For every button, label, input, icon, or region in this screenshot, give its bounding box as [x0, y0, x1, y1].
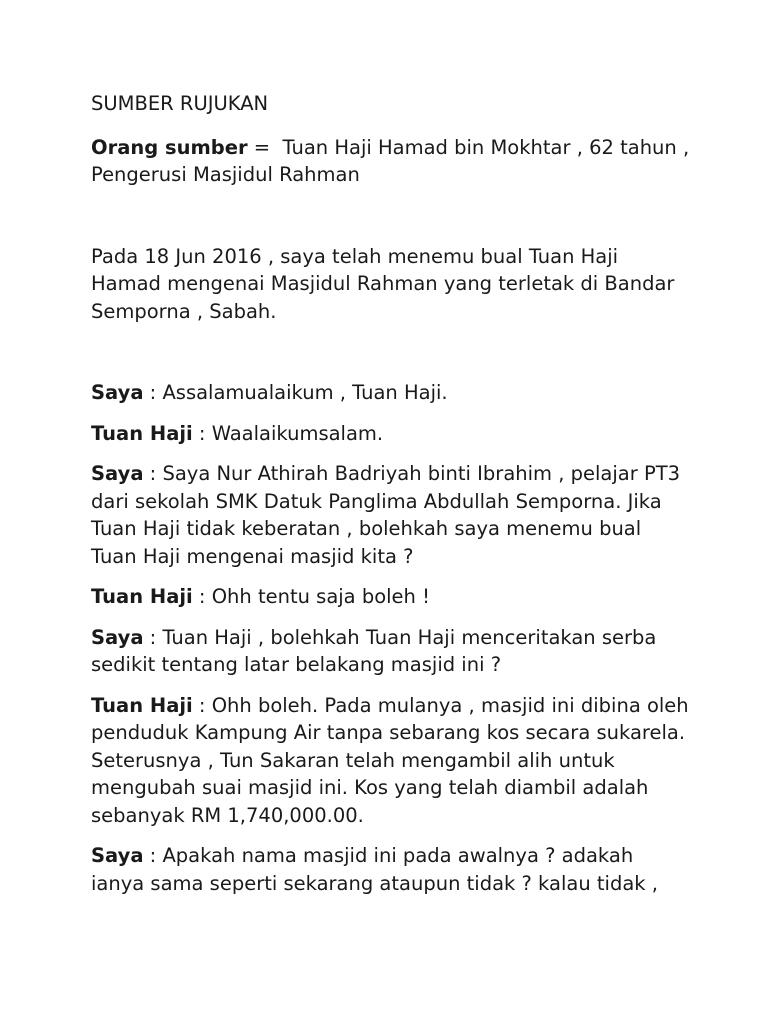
dialogue-line [91, 624, 691, 679]
document-heading: SUMBER RUJUKAN [91, 92, 269, 115]
dialogue-line [91, 583, 691, 611]
dialogue-separator: : [143, 381, 163, 404]
speaker-label: Saya [91, 462, 144, 485]
speaker-label: Tuan Haji [91, 693, 193, 717]
dialogue-separator: : [143, 625, 163, 649]
dialogue-separator: : [143, 844, 163, 867]
speaker-label: Tuan Haji [91, 421, 193, 445]
dialogue-separator: : [192, 421, 212, 445]
dialogue-separator: : [192, 693, 212, 717]
document-page [91, 90, 691, 910]
source-label: Orang sumber [91, 135, 248, 159]
dialogue-text: Ohh boleh. Pada mulanya , masjid ini dibina oleh penduduk Kampung Air tanpa sebarang kos secara sukarela. Seterusnya , Tun Sakaran telah mengambil alih untuk mengubah suai masjid ini. Kos yang telah diambil adalah sebanyak RM 1,740,000.00. [91, 693, 689, 827]
dialogue-line [91, 842, 691, 897]
dialogue-text: Waalaikumsalam. [211, 421, 384, 445]
dialogue-line [91, 692, 691, 830]
speaker-label: Saya [91, 625, 144, 649]
dialogue-separator: : [192, 585, 212, 608]
intro-paragraph: Pada 18 Jun 2016 , saya telah menemu bual Tuan Haji Hamad mengenai Masjidul Rahman yang terletak di Bandar Semporna , Sabah. [91, 244, 675, 323]
dialogue-separator: : [143, 462, 163, 485]
dialogue-line [91, 420, 691, 448]
dialogue-text: Tuan Haji , bolehkah Tuan Haji menceritakan serba sedikit tentang latar belakang masjid ini ? [91, 625, 657, 676]
dialogue-text: Ohh tentu saja boleh ! [211, 585, 430, 608]
dialogue-line [91, 379, 691, 407]
dialogue-text: Saya Nur Athirah Badriyah binti Ibrahim , pelajar PT3 dari sekolah SMK Datuk Panglima Abdullah Semporna. Jika Tuan Haji tidak keberatan , bolehkah saya menemu bual Tuan Haji mengenai masjid kita ? [91, 462, 681, 568]
source-person-line [91, 134, 691, 189]
source-separator: = [247, 135, 283, 159]
dialogue-text: Assalamualaikum , Tuan Haji. [162, 381, 448, 404]
source-text: Tuan Haji Hamad bin Mokhtar , 62 tahun , Pengerusi Masjidul Rahman [91, 135, 690, 186]
speaker-label: Saya [91, 844, 144, 867]
speaker-label: Saya [91, 381, 144, 404]
speaker-label: Tuan Haji [91, 585, 193, 608]
dialogue-text: Apakah nama masjid ini pada awalnya ? adakah ianya sama seperti sekarang ataupun tidak ? kalau tidak , [91, 844, 658, 895]
dialogue-line [91, 460, 691, 570]
